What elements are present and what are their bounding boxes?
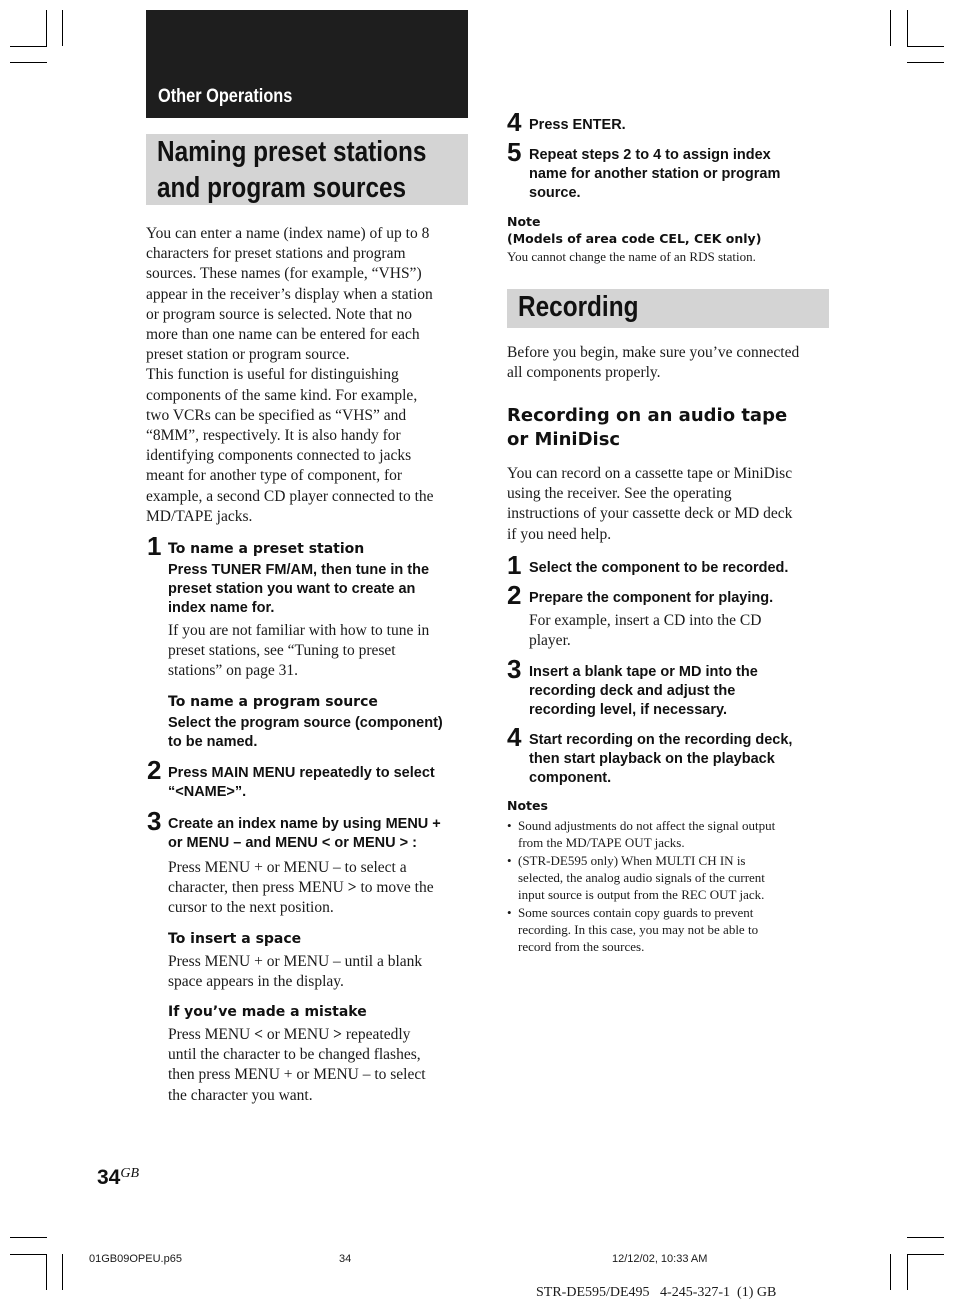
step-instruction: Insert a blank tape or MD into the recording deck and adjust the recording level, if necessary. xyxy=(529,664,758,718)
page-number: $34^{GB}$ xyxy=(97,1166,140,1189)
crop-mark xyxy=(907,46,944,47)
step-number: 1 xyxy=(507,550,522,580)
crop-mark xyxy=(907,62,944,63)
crop-mark xyxy=(907,10,908,46)
step-instruction: Start recording on the recording deck, then start playback on the playback component. xyxy=(529,732,793,786)
step-instruction: Press TUNER FM/AM, then tune in the preset station you want to create an index name for. xyxy=(168,562,430,616)
crop-mark xyxy=(890,10,891,46)
crop-mark xyxy=(10,46,47,47)
step-number: 3 xyxy=(507,654,522,684)
step-instruction: Select the program source (component) to be named. xyxy=(168,715,443,750)
step-explanation: Press MENU < or MENU > repeatedly until the character to be changed flashes, then press MENU + or MENU – to select the character you want. xyxy=(168,1026,426,1104)
footer-model: STR-DE595/DE495 4-245-327-1 (1) GB xyxy=(536,1285,777,1300)
step-number: 4 xyxy=(507,107,522,137)
step-number: 2 xyxy=(507,580,522,610)
section-label: Other Operations xyxy=(158,86,293,107)
arrow-left-icon: < xyxy=(321,835,331,851)
crop-mark xyxy=(10,1237,47,1238)
arrow-left-icon: < xyxy=(254,1026,263,1043)
step-instruction: Press ENTER. xyxy=(529,117,626,133)
note-heading: Note xyxy=(507,214,541,229)
step-explanation: Press MENU + or MENU – until a blank space appears in the display. xyxy=(168,953,423,991)
subheading-program-source: To name a program source xyxy=(168,694,378,710)
subheading-mistake: If you’ve made a mistake xyxy=(168,1004,367,1020)
crop-mark xyxy=(907,1254,908,1290)
crop-mark xyxy=(10,1254,47,1255)
step-number: 2 xyxy=(147,755,162,785)
notes-heading: Notes xyxy=(507,798,548,813)
crop-mark xyxy=(10,62,47,63)
crop-mark xyxy=(46,1254,47,1290)
crop-mark xyxy=(62,1254,63,1290)
page-title: Naming preset stations and program sources xyxy=(157,136,427,204)
step-number: 3 xyxy=(147,806,162,836)
recording-title: Recording xyxy=(518,291,639,323)
step-instruction: Prepare the component for playing. xyxy=(529,590,774,606)
step-instruction: Select the component to be recorded. xyxy=(529,560,789,576)
footer-file: 01GB09OPEU.p65 xyxy=(89,1253,182,1265)
arrow-right-icon: > xyxy=(226,784,235,800)
note-text: You cannot change the name of an RDS station. xyxy=(507,249,756,264)
footer-date: 12/12/02, 10:33 AM xyxy=(612,1253,708,1265)
intro-paragraph: You can enter a name (index name) of up to 8 characters for preset stations and program sources. These names (for example, “VHS”) appear in the receiver’s display when a station or program source is selected. Note that no more than one name can be entered for each preset station or program source. This function is useful for distinguishing components of the same kind. For example, two VCRs can be specified as “VHS” and “8MM”, respectively. It is also handy for identifying components connected to jacks meant for another type of component, for example, a second CD player connected to the MD/TAPE jacks. xyxy=(146,225,434,525)
step-explanation: If you are not familiar with how to tune in preset stations, see “Tuning to preset stations” on page 31. xyxy=(168,622,430,680)
arrow-right-icon: > xyxy=(399,835,409,851)
arrow-right-icon: > xyxy=(347,879,357,897)
crop-mark xyxy=(46,10,47,46)
recording-paragraph: You can record on a cassette tape or MiniDisc using the receiver. See the operating instructions of your cassette deck or MD deck if you need help. xyxy=(507,465,793,543)
step-instruction: Press MAIN MENU repeatedly to select “<NAME>”. xyxy=(168,765,435,800)
arrow-left-icon: < xyxy=(175,784,184,800)
arrow-right-icon: > xyxy=(333,1026,342,1043)
footer-page: 34 xyxy=(339,1253,352,1265)
subheading-preset-station: To name a preset station xyxy=(168,541,365,557)
crop-mark xyxy=(907,1254,944,1255)
note-item: • Sound adjustments do not affect the signal output from the MD/TAPE OUT jacks. xyxy=(507,818,776,850)
step-number: 1 xyxy=(147,531,162,561)
step-explanation: Press MENU + or MENU – to select a character, then press MENU > to move the cursor to the next position. xyxy=(168,859,434,917)
step-number: 4 xyxy=(507,722,522,752)
step-instruction: Create an index name by using MENU + or MENU – and MENU < or MENU > : xyxy=(168,816,441,851)
step-instruction: Repeat steps 2 to 4 to assign index name for another station or program source. xyxy=(529,147,781,201)
step-number: 5 xyxy=(507,137,522,167)
note-subheading: (Models of area code CEL, CEK only) xyxy=(507,231,762,246)
note-item: • (STR-DE595 only) When MULTI CH IN is selected, the analog audio signals of the current input source is output from the REC OUT jack. xyxy=(507,853,765,902)
subheading-insert-space: To insert a space xyxy=(168,931,302,947)
step-explanation: For example, insert a CD into the CD player. xyxy=(529,612,762,650)
recording-intro: Before you begin, make sure you’ve connected all components properly. xyxy=(507,344,800,382)
crop-mark xyxy=(62,10,63,46)
note-item: • Some sources contain copy guards to prevent recording. In this case, you may not be able to record from the sources. xyxy=(507,905,759,954)
crop-mark xyxy=(890,1254,891,1290)
recording-subtitle: Recording on an audio tape or MiniDisc xyxy=(507,405,788,450)
crop-mark xyxy=(907,1237,944,1238)
